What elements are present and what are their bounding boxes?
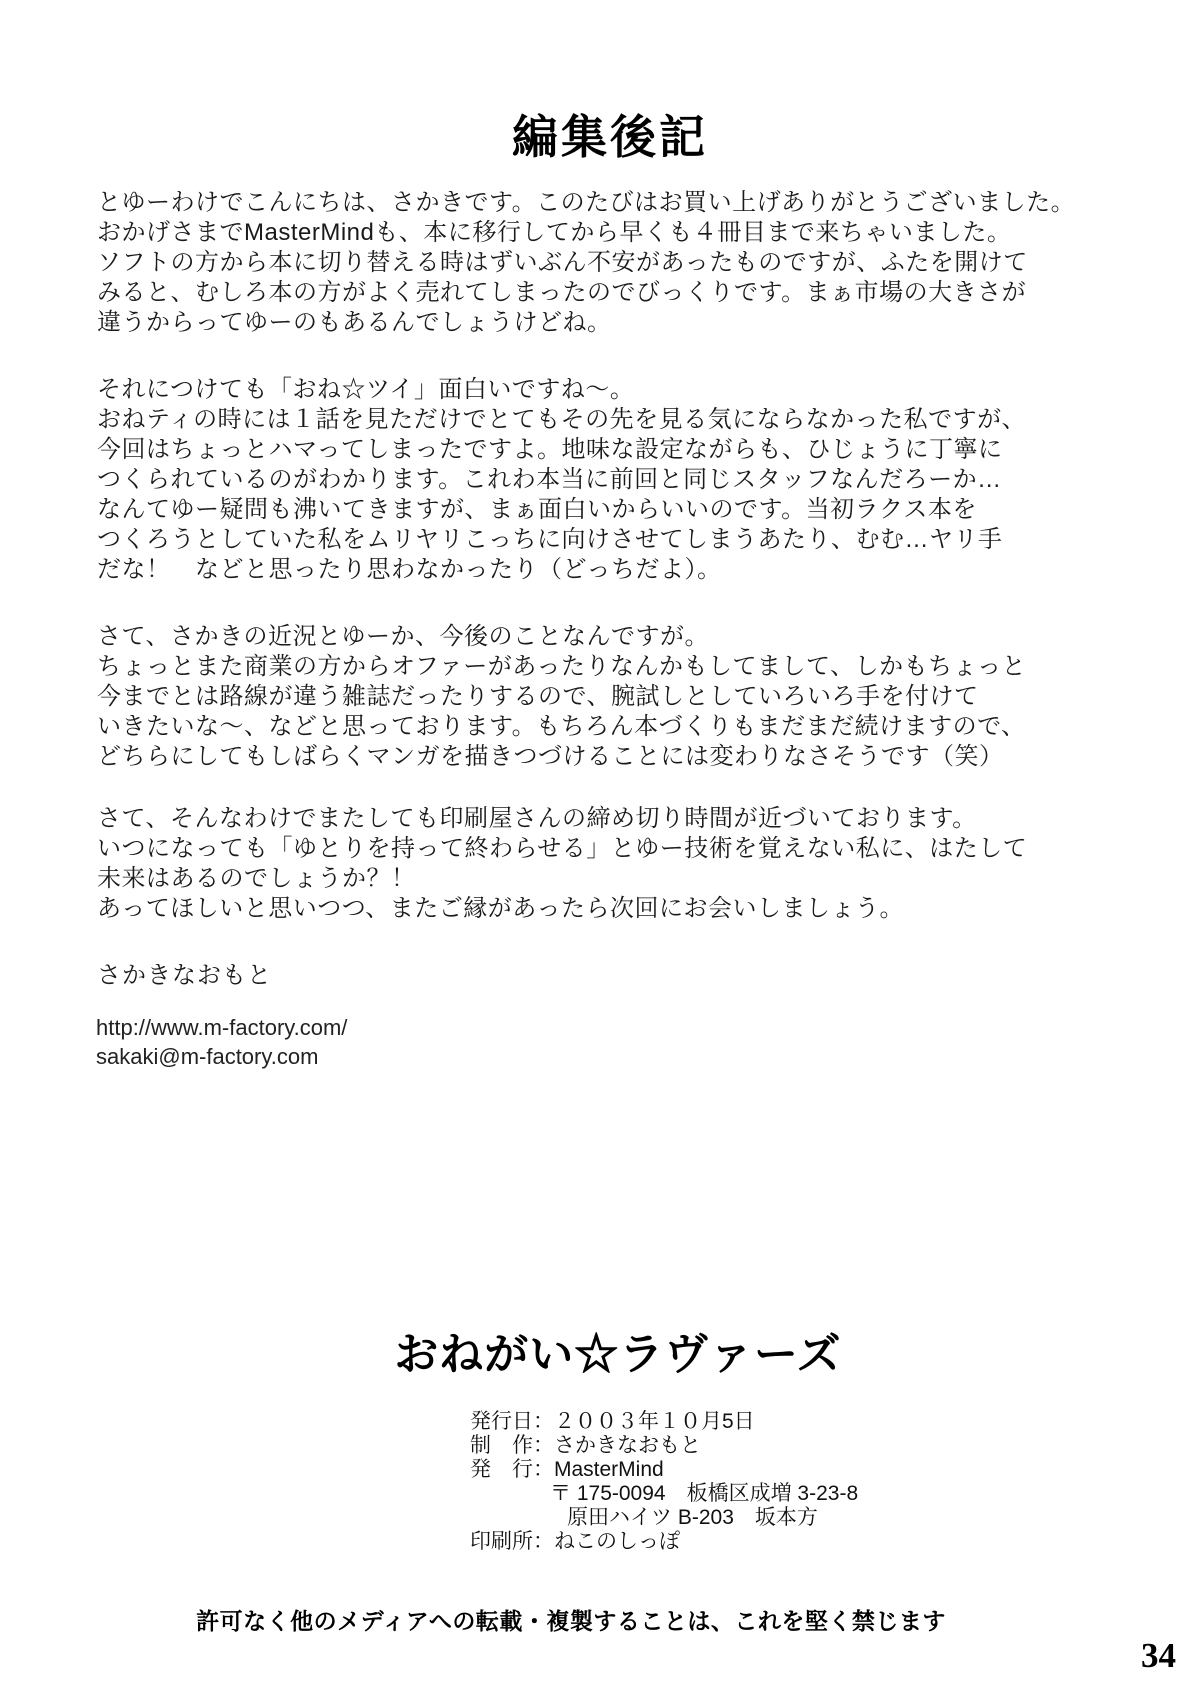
printer-value: ねこのしっぽ	[554, 1530, 680, 1553]
text-line: 未来はあるのでしょうか？！	[97, 865, 416, 892]
afterword-paragraph-2	[97, 375, 1107, 585]
book-title: おねがい☆ラヴァーズ	[394, 1330, 842, 1379]
contact-block	[96, 1013, 347, 1071]
email-address: sakaki@m-factory.com	[96, 1044, 319, 1069]
publisher-label: 発 行：	[470, 1458, 554, 1481]
afterword-paragraph-1	[97, 188, 1107, 338]
text-line: 違うからってゆーのもあるんでしょうけどね。	[97, 309, 612, 336]
text-line: さて、そんなわけでまたしても印刷屋さんの締め切り時間が近づいております。	[97, 805, 977, 832]
text-line: ソフトの方から本に切り替える時はずいぶん不安があったものですが、ふたを開けて	[97, 249, 1028, 276]
page-number: 34	[1141, 1636, 1176, 1675]
text-line: 今回はちょっとハマってしまったですよ。地味な設定ながらも、ひじょうに丁寧に	[97, 436, 1003, 463]
text-line: おかげさまでMasterMindも、本に移行してから早くも４冊目まで来ちゃいました。	[97, 219, 1012, 246]
website-url: http://www.m-factory.com/	[96, 1015, 348, 1040]
colophon	[470, 1410, 858, 1554]
text-line: いきたいな～、などと思っております。もちろん本づくりもまだまだ続けますので、	[97, 713, 1026, 740]
text-line: 今までとは路線が違う雑誌だったりするので、腕試しとしていろいろ手を付けて	[97, 683, 979, 710]
text-line: それにつけても「おね☆ツイ」面白いですね～。	[97, 376, 635, 403]
text-line: だな！ などと思ったり思わなかったり（どっちだよ）。	[97, 556, 722, 583]
text-line: つくろうとしていた私をムリヤリこっちに向けさせてしまうあたり、むむ…ヤリ手	[97, 526, 1003, 553]
author-signature: さかきなおもと	[97, 962, 272, 989]
text-line: みると、むしろ本の方がよく売れてしまったのでびっくりです。まぁ市場の大きさが	[97, 279, 1027, 306]
publisher-value: MasterMind	[554, 1458, 664, 1481]
publish-date-value: ２００３年１０月5日	[554, 1410, 755, 1433]
production-row	[470, 1434, 858, 1458]
publisher-address-line-1: 〒 175-0094 板橋区成増 3-23-8	[550, 1482, 859, 1505]
afterword-paragraph-4	[97, 804, 1107, 924]
text-line: なんてゆー疑問も沸いてきますが、まぁ面白いからいいのです。当初ラクス本を	[97, 496, 977, 523]
text-line: どちらにしてもしばらくマンガを描きつづけることには変わりなさそうです（笑）	[97, 743, 1004, 770]
publisher-row	[470, 1458, 858, 1482]
text-line: おねティの時には１話を見ただけでとてもその先を見る気にならなかった私ですが、	[97, 406, 1027, 433]
printer-label: 印刷所：	[470, 1530, 554, 1553]
publish-date-row	[470, 1410, 858, 1434]
publisher-address-line-2: 原田ハイツ B-203 坂本方	[567, 1506, 818, 1529]
page-title: 編集後記	[512, 110, 708, 163]
text-line: とゆーわけでこんにちは、さかきです。このたびはお買い上げありがとうございました。	[97, 189, 1076, 216]
production-value: さかきなおもと	[554, 1434, 701, 1457]
publish-date-label: 発行日：	[470, 1410, 554, 1433]
copyright-notice: 許可なく他のメディアへの転載・複製することは、これを堅く禁じます	[196, 1608, 946, 1634]
text-line: ちょっとまた商業の方からオファーがあったりなんかもしてまして、しかもちょっと	[97, 653, 1027, 680]
text-line: さて、さかきの近況とゆーか、今後のことなんですが。	[97, 623, 710, 650]
text-line: つくられているのがわかります。これわ本当に前回と同じスタッフなんだろーか…	[97, 466, 1002, 493]
text-line: いつになっても「ゆとりを持って終わらせる」とゆー技術を覚えない私に、はたして	[97, 835, 1028, 862]
production-label: 制 作：	[470, 1434, 554, 1457]
text-line: あってほしいと思いつつ、またご縁があったら次回にお会いしましょう。	[97, 895, 905, 922]
printer-row	[470, 1530, 858, 1554]
afterword-paragraph-3	[97, 622, 1107, 772]
